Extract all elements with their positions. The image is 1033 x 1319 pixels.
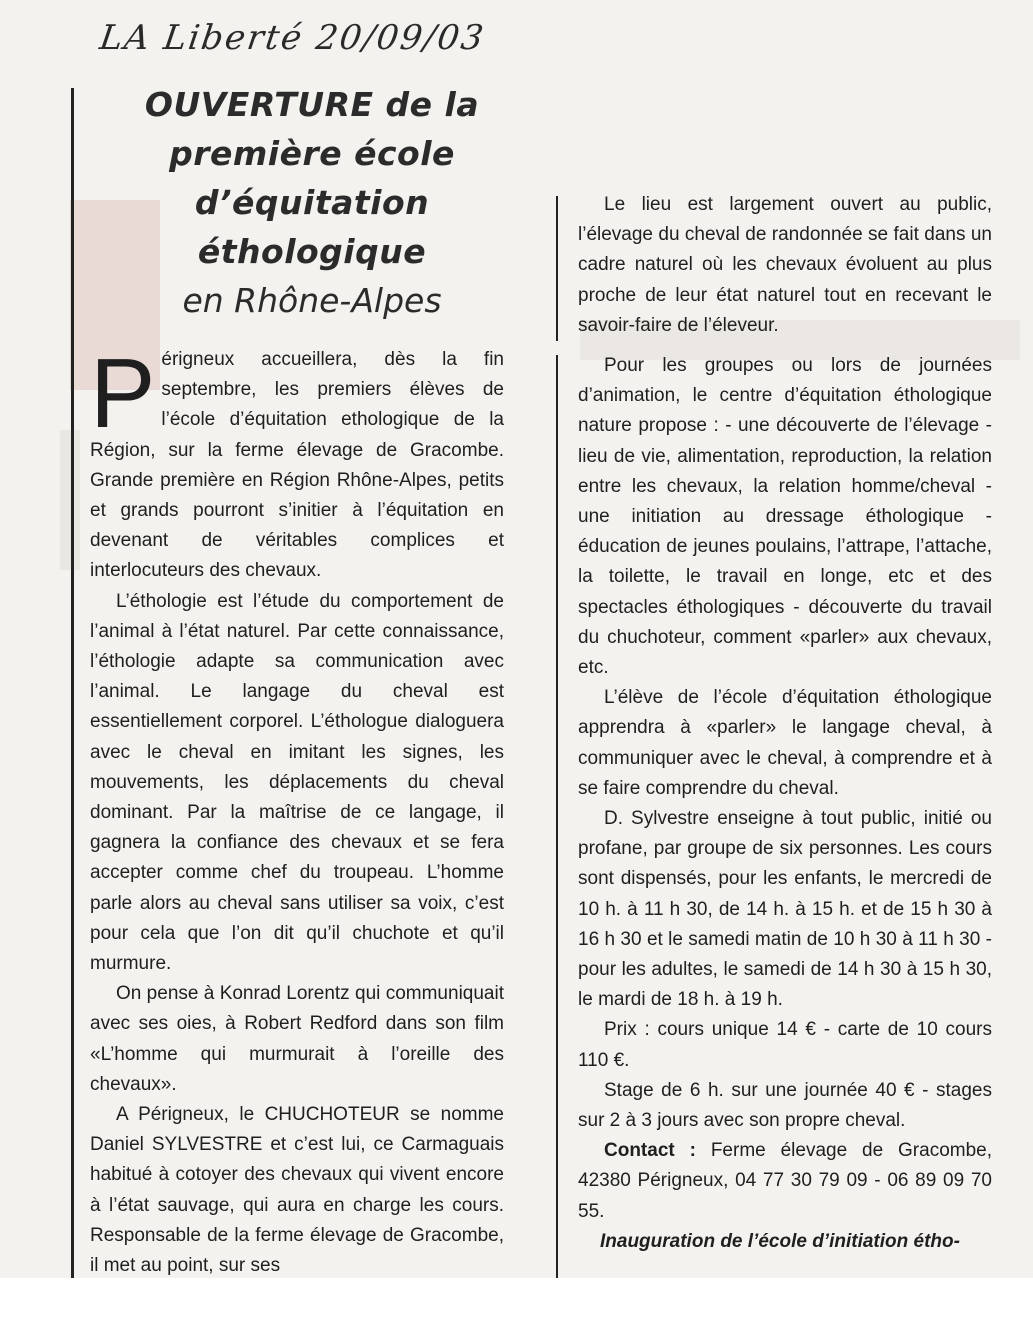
drop-cap: P xyxy=(90,338,156,448)
article-paragraph: Prix : cours unique 14 € - carte de 10 cours 110 €. xyxy=(578,1019,992,1071)
paragraph-text: érigneux accueillera, dès la fin septembre, les premiers élèves de l’école d’équitation ethologique de la Région, sur la ferme élevage de Gracombe. Grande première en Région Rhône-Alpes, petits et grands pourront s’initier à l’équitation en devenant de véritables complices et interlocuteurs des chevaux. xyxy=(90,349,504,582)
headline-line: d’équitation xyxy=(194,183,430,222)
article-paragraph xyxy=(90,338,504,587)
article-paragraph: On pense à Konrad Lorentz qui communiquait avec ses oies, à Robert Redford dans son film «L’homme qui murmurait à l’oreille des chevaux». xyxy=(90,983,504,1095)
headline-line: première école xyxy=(169,134,455,173)
right-column-rule xyxy=(556,355,558,1278)
article-paragraph: L’éthologie est l’étude du comportement de l’animal à l’état naturel. Par cette connaissance, l’éthologie adapte sa communication avec l’animal. Le langage du cheval est essentiellement corporel. L’éthologue dialoguera avec le cheval en imitant les signes, les mouvements, les déplacements du cheval dominant. Par la maîtrise de ce langage, il gagnera la confiance des chevaux et se fera accepter comme chef du troupeau. L’homme parle alors au cheval sans utiliser sa voix, c’est pour cela que l’on dit qu’il chuchote et qu’il murmure. xyxy=(90,590,504,975)
article-paragraph: Le lieu est largement ouvert au public, l’élevage du cheval de randonnée se fait dans un cadre naturel où les chevaux évoluent au plus proche de leur état naturel tout en recevant le savoir-faire de l’éleveur. xyxy=(578,194,992,336)
article-paragraph: Pour les groupes ou lors de journées d’animation, le centre d’équitation éthologique nature propose : - une découverte de l’élevage - lieu de vie, alimentation, reproduction, la relation entre les chevaux, la relation homme/cheval - une initiation au dressage éthologique - éducation de jeunes poulains, l’attrape, l’attache, la toilette, le travail en longe, etc et des spectacles éthologiques - découverte du travail du chuchoteur, comment «parler» aux chevaux, etc. xyxy=(578,355,992,679)
article-paragraph: D. Sylvestre enseigne à tout public, initié ou profane, par groupe de six personnes. Les cours sont dispensés, pour les enfants, le mercredi de 10 h. à 11 h 30, de 14 h. à 15 h. et de 15 h 30 à 16 h 30 et le samedi matin de 10 h 30 à 11 h 30 - pour les adultes, le samedi de 14 h 30 à 15 h 30, le mardi de 18 h. à 19 h. xyxy=(578,808,992,1011)
article-paragraph: L’élève de l’école d’équitation éthologique apprendra à «parler» le langage cheval, à communiquer avec le cheval, à comprendre et à se faire comprendre du cheval. xyxy=(578,687,992,799)
article-paragraph: Stage de 6 h. sur une journée 40 € - stages sur 2 à 3 jours avec son propre cheval. xyxy=(578,1079,992,1132)
contact-label: Contact : xyxy=(604,1140,696,1162)
right-box-rule xyxy=(556,196,558,341)
page-margin xyxy=(0,1278,1033,1319)
bleed-through-mark xyxy=(60,430,80,570)
handwritten-date-note: LA Liberté 20/09/03 xyxy=(97,18,488,58)
headline-line: éthologique xyxy=(197,232,427,271)
headline-subtitle: en Rhône-Alpes xyxy=(182,281,442,320)
contact-paragraph xyxy=(578,1136,992,1227)
article-paragraph: A Périgneux, le CHUCHOTEUR se nomme Daniel SYLVESTRE et c’est lui, ce Carmaguais habitué à cotoyer des chevaux qui vivent encore à l’état sauvage, qui aura en charge les cours. Responsable de la ferme élevage de Gracombe, il met au point, sur ses xyxy=(90,1104,504,1277)
left-article-column xyxy=(90,338,504,1281)
headline xyxy=(92,80,532,326)
headline-line: OUVERTURE de la xyxy=(144,85,480,124)
right-box-paragraph xyxy=(578,190,992,341)
left-column-rule xyxy=(71,88,74,1278)
contact-text: Ferme élevage de Gracombe, 42380 Périgneux, 04 77 30 79 09 - 06 89 09 70 55. xyxy=(578,1140,993,1222)
inauguration-heading: Inauguration de l’école d’initiation étho- xyxy=(600,1230,960,1252)
right-article-column xyxy=(578,351,992,1257)
